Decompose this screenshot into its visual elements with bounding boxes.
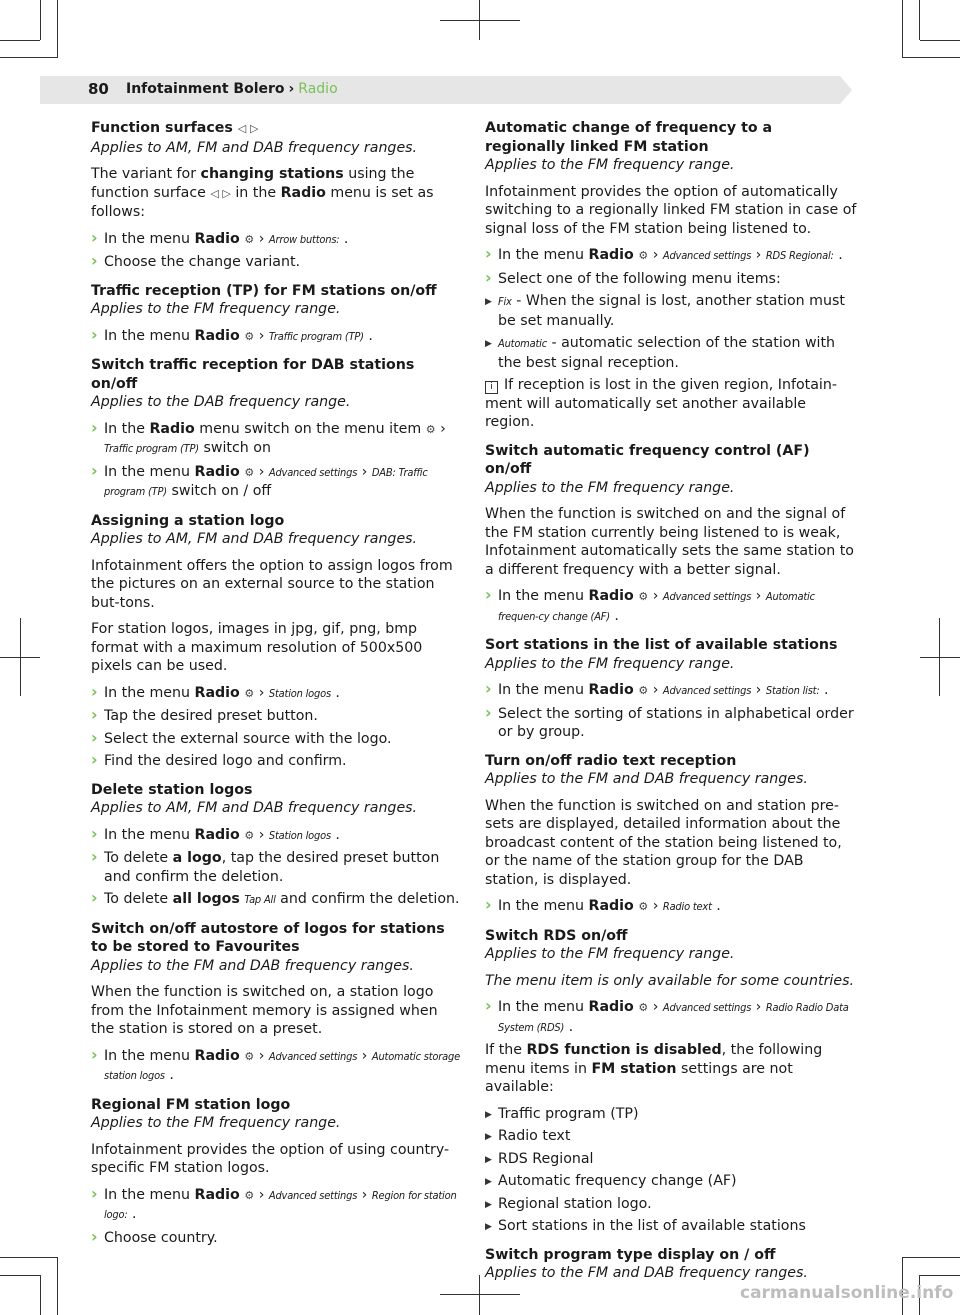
paragraph: When the function is switched on and the signal of the FM station currently being listened to is weak, Infotainment automatically sets the same station to a different frequency with a better signal.	[485, 506, 854, 578]
step: › In the menu Radio ⚙ › Station logos .	[91, 684, 463, 704]
right-column	[485, 119, 857, 1291]
menu-item: Automatic frequen-cy change (AF)	[498, 590, 815, 623]
menu-item: Radio text	[662, 900, 712, 913]
step: › In the menu Radio ⚙ › Advanced settings › Automatic storage station logos .	[91, 1047, 463, 1086]
paragraph: Infotainment provides the option of using country-specific FM station logos.	[91, 1141, 450, 1176]
crop-mark	[902, 0, 903, 58]
menu-item: Fix	[498, 295, 512, 308]
step: › To delete all logos Tap All and confirm the deletion.	[91, 890, 463, 910]
settings-icon: ⚙	[244, 1188, 255, 1202]
section-dab-traffic	[91, 356, 463, 412]
note-icon: i	[485, 381, 498, 394]
section-function-surfaces	[91, 119, 463, 157]
list-item: ▶ RDS Regional	[485, 1150, 857, 1169]
header-band-tip	[840, 76, 852, 104]
crop-mark	[479, 1275, 480, 1315]
settings-icon: ⚙	[638, 684, 649, 697]
step: › Find the desired logo and confirm.	[91, 752, 463, 771]
section-scope: Applies to the FM and DAB frequency ranges.	[485, 1265, 808, 1281]
menu-item: DAB: Traffic program (TP)	[104, 465, 428, 498]
section-heading: Turn on/off radio text reception	[485, 752, 737, 769]
menu-item: Advanced settings	[268, 465, 358, 479]
section-scope: Applies to AM, FM and DAB frequency ranges.	[91, 800, 418, 816]
paragraph: The menu item is only available for some countries.	[485, 972, 854, 989]
step: › In the menu Radio ⚙ › Advanced settings › Station list: .	[485, 681, 857, 701]
crop-mark	[0, 1257, 58, 1258]
list-item: ▶ Radio text	[485, 1127, 857, 1146]
crop-mark	[40, 1275, 41, 1315]
menu-item: Automatic	[498, 337, 547, 350]
section-heading: Assigning a station logo	[91, 512, 285, 529]
paragraph: If the RDS function is disabled, the following menu items in FM station settings are not available:	[485, 1042, 823, 1095]
section-scope: Applies to the FM and DAB frequency ranges.	[91, 957, 414, 974]
step: › In the menu Radio ⚙ › Advanced settings › DAB: Traffic program (TP) switch on / off	[91, 463, 463, 502]
note: i If reception is lost in the given region, Infotain-ment will automatically set another available region.	[485, 377, 837, 430]
section-heading: Delete station logos	[91, 781, 253, 798]
paragraph: Infotainment offers the option to assign logos from the pictures on an external source to the station but-tons.	[91, 557, 453, 611]
arrow-buttons-icon: ◁ ▷	[237, 122, 259, 135]
menu-item: Station list:	[765, 684, 820, 697]
option-item: ▶ Automatic - automatic selection of the station with the best signal reception.	[485, 334, 857, 372]
menu-item: Arrow buttons:	[268, 232, 340, 246]
menu-item: Automatic storage station logos	[104, 1049, 460, 1082]
section-sort-stations	[485, 636, 857, 673]
watermark: carmanualsonline.info	[740, 1283, 954, 1303]
menu-item: Advanced settings	[268, 1049, 358, 1063]
step: › Select the external source with the logo.	[91, 730, 463, 749]
step: › Tap the desired preset button.	[91, 707, 463, 726]
section-program-type	[485, 1246, 857, 1283]
step: › In the menu Radio ⚙ › Station logos .	[91, 826, 463, 846]
crop-mark	[479, 0, 480, 40]
settings-icon: ⚙	[244, 828, 255, 842]
settings-icon: ⚙	[638, 590, 649, 603]
settings-icon: ⚙	[638, 249, 649, 262]
crop-mark	[0, 1275, 40, 1276]
step: › Choose the change variant.	[91, 253, 463, 272]
paragraph: Infotainment provides the option of automatically switching to a regionally linked FM station in case of signal loss of the FM station being listened to.	[485, 183, 857, 237]
step: › In the menu Radio ⚙ › Advanced settings › Radio Radio Data System (RDS) .	[485, 998, 857, 1037]
section-scope: Applies to the FM and DAB frequency ranges.	[485, 771, 808, 787]
menu-item: Tap All	[244, 893, 276, 906]
settings-icon: ⚙	[244, 465, 255, 479]
step: › In the menu Radio ⚙ › Advanced settings › Region for station logo: .	[91, 1186, 463, 1225]
settings-icon: ⚙	[244, 686, 255, 700]
menu-item: Advanced settings	[662, 684, 752, 697]
section-scope: Applies to the FM frequency range.	[91, 1115, 341, 1131]
page-number: 80	[88, 80, 109, 98]
crop-mark	[919, 0, 920, 40]
section-scope: Applies to the DAB frequency range.	[91, 394, 351, 410]
section-heading: Switch traffic reception for DAB stations on/off	[91, 357, 415, 392]
list-item: ▶ Automatic frequency change (AF)	[485, 1172, 857, 1191]
section-autostore-logos	[91, 920, 463, 976]
section-heading: Switch automatic frequency control (AF) on/off	[485, 442, 810, 477]
step: › In the menu Radio ⚙ › Advanced settings › Automatic frequen-cy change (AF) .	[485, 587, 857, 626]
section-scope: Applies to the FM frequency range.	[485, 479, 735, 496]
section-heading: Automatic change of frequency to a regionally linked FM station	[485, 120, 773, 155]
section-traffic-reception	[91, 282, 463, 319]
crop-mark	[939, 618, 940, 696]
step: › In the menu Radio ⚙ › Radio text .	[485, 897, 857, 917]
paragraph: When the function is switched on and station pre-sets are displayed, detailed information about the broadcast content of the station being listened to, or the name of the station group for the DAB station, is displayed.	[485, 797, 842, 888]
menu-item: Traffic program (TP)	[104, 442, 199, 455]
crop-mark	[40, 0, 41, 40]
step: › In the menu Radio ⚙ › Advanced settings › RDS Regional: .	[485, 246, 857, 266]
menu-item: Advanced settings	[662, 590, 752, 603]
crop-mark	[0, 40, 40, 41]
section-scope: Applies to the FM frequency range.	[485, 655, 735, 672]
arrow-buttons-icon: ◁ ▷	[210, 186, 231, 200]
section-af	[485, 442, 857, 498]
menu-item: Advanced settings	[662, 249, 752, 262]
menu-item: Advanced settings	[268, 1188, 358, 1202]
breadcrumb: Infotainment Bolero › Radio	[126, 81, 338, 97]
section-scope: Applies to the FM frequency range.	[485, 157, 735, 173]
breadcrumb-section: Infotainment Bolero	[126, 81, 285, 97]
crop-mark	[920, 657, 960, 658]
step: › Select the sorting of stations in alphabetical order or by group.	[485, 705, 857, 742]
crop-mark	[0, 57, 58, 58]
step: › To delete a logo, tap the desired preset button and confirm the deletion.	[91, 849, 463, 886]
crop-mark	[57, 0, 58, 58]
section-rds	[485, 927, 857, 964]
menu-item: Station logos	[268, 828, 331, 842]
settings-icon: ⚙	[244, 329, 255, 343]
crop-mark	[57, 1257, 58, 1315]
step: › Choose country.	[91, 1229, 463, 1248]
section-heading: Switch RDS on/off	[485, 927, 628, 944]
paragraph: For station logos, images in jpg, gif, png, bmp format with a maximum resolution of 500x500 pixels can be used.	[91, 621, 423, 674]
step: › Select one of the following menu items:	[485, 270, 857, 289]
section-heading: Sort stations in the list of available stations	[485, 637, 838, 653]
settings-icon: ⚙	[244, 232, 255, 246]
crop-mark	[920, 40, 960, 41]
section-heading: Function surfaces ◁ ▷	[91, 120, 259, 136]
paragraph: When the function is switched on, a station logo from the Infotainment memory is assigned when the station is stored on a preset.	[91, 984, 438, 1037]
menu-item: Region for station logo:	[104, 1188, 457, 1221]
section-heading: Traffic reception (TP) for FM stations on/off	[91, 282, 437, 299]
settings-icon: ⚙	[638, 1001, 649, 1014]
section-delete-logos	[91, 781, 463, 818]
step: › In the menu Radio ⚙ › Traffic program (TP) .	[91, 327, 463, 347]
section-heading: Switch on/off autostore of logos for stations to be stored to Favourites	[91, 920, 445, 955]
section-station-logo	[91, 512, 463, 549]
step: › In the Radio menu switch on the menu item ⚙ › Traffic program (TP) switch on	[91, 420, 463, 459]
crop-mark	[20, 618, 21, 696]
option-item: ▶ Fix - When the signal is lost, another station must be set manually.	[485, 292, 857, 330]
breadcrumb-current: Radio	[298, 81, 338, 97]
section-scope: Applies to the FM frequency range.	[485, 946, 735, 962]
menu-item: Traffic program (TP)	[268, 329, 364, 343]
crop-mark	[440, 1294, 520, 1295]
section-heading: Switch program type display on / off	[485, 1246, 776, 1263]
section-regional-linked	[485, 119, 857, 175]
list-item: ▶ Traffic program (TP)	[485, 1105, 857, 1124]
menu-item: RDS Regional:	[765, 249, 834, 262]
settings-icon: ⚙	[425, 422, 436, 436]
settings-icon: ⚙	[638, 900, 649, 913]
section-heading: Regional FM station logo	[91, 1096, 291, 1113]
list-item: ▶ Sort stations in the list of available stations	[485, 1217, 857, 1236]
paragraph: The variant for changing stations using the function surface ◁ ▷ in the Radio menu is set as follows:	[91, 166, 434, 220]
section-scope: Applies to AM, FM and DAB frequency ranges.	[91, 139, 418, 156]
crop-mark	[440, 20, 520, 21]
menu-item: Advanced settings	[662, 1001, 752, 1014]
menu-item: Radio Radio Data System (RDS)	[498, 1001, 849, 1034]
left-column	[91, 119, 463, 1251]
section-regional-logo	[91, 1096, 463, 1133]
crop-mark	[902, 1257, 960, 1258]
section-scope: Applies to the FM frequency range.	[91, 301, 341, 317]
crop-mark	[902, 57, 960, 58]
section-radio-text	[485, 752, 857, 789]
crop-mark	[920, 1275, 960, 1276]
section-scope: Applies to AM, FM and DAB frequency ranges.	[91, 531, 418, 547]
settings-icon: ⚙	[244, 1049, 255, 1063]
list-item: ▶ Regional station logo.	[485, 1195, 857, 1214]
step: › In the menu Radio ⚙ › Arrow buttons: .	[91, 230, 463, 250]
menu-item: Station logos	[268, 686, 331, 700]
